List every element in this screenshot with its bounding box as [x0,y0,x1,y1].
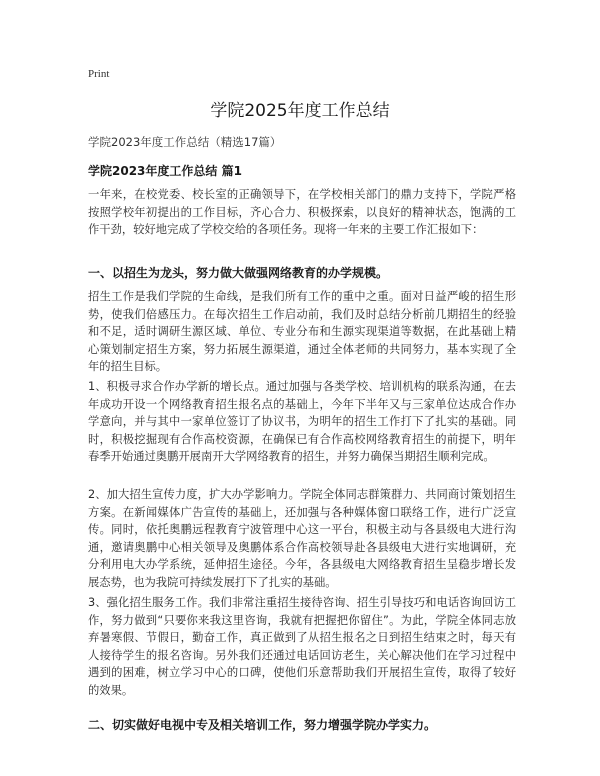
subtitle: 学院2023年度工作总结（精选17篇） [88,135,282,149]
section-1-heading: 一、以招生为龙头，努力做大做强网络教育的办学规模。 [88,266,389,280]
paragraph-item-1: 1、积极寻求合作办学新的增长点。通过加强与各类学校、培训机构的联系沟通，在去年成功开设一个网络教育招生报名点的基础上，今年下半年又与三家单位达成合作办学意向，并与其中一家单位签订了协议书，为明年的招生工作打下了扎实的基础。同时，积极挖掘现有合作高校资源，在确保已有合作高校网络教育招生的前提下，明年春季开始通过奥鹏开展南开大学网络教育的招生，并努力确保当期招生顺利完成。 [88,380,516,463]
paragraph-item-2: 2、加大招生宣传力度，扩大办学影响力。学院全体同志群策群力、共同商讨策划招生方案。在新闻媒体广告宣传的基础上，还加强与各种媒体窗口联络工作，进行广泛宣传。同时，依托奥鹏远程教育宁波管理中心这一平台，积极主动与各县级电大进行沟通，邀请奥鹏中心相关领导及奥鹏体系合作高校领导赴各县级电大进行实地调研，充分利用电大办学系统，延伸招生途径。今年，各县级电大网络教育招生呈稳步增长发展态势，也为我院可持续发展打下了扎实的基础。 [88,488,516,589]
section-2-heading: 二、切实做好电视中专及相关培训工作，努力增强学院办学实力。 [88,718,437,732]
paragraph-recruitment: 招生工作是我们学院的生命线，是我们所有工作的重中之重。面对日益严峻的招生形势，使我们倍感压力。在每次招生工作启动前，我们及时总结分析前几期招生的经验和不足，适时调研生源区域、单位、专业分布和生源实现渠道等数据，在此基础上精心策划制定招生方案，努力拓展生源渠道，通过全体老师的共同努力，基本实现了全年的招生目标。 [88,290,516,373]
paragraph-item-3: 3、强化招生服务工作。我们非常注重招生接待咨询、招生引导技巧和电话咨询回访工作，努力做到“只要你来我这里咨询，我就有把握把你留住”。为此，学院全体同志放弃暑寒假、节假日，勤奋工作，真正做到了从招生报名之日到招生结束之时，每天有人接待学生的报名咨询。另外我们还通过电话回访老生，关心解决他们在学习过程中遇到的困难，树立学习中心的口碑，使他们乐意帮助我们开展招生宣传，取得了较好的效果。 [88,596,516,697]
print-link[interactable]: Print [88,68,110,80]
page-title: 学院2025年度工作总结 [210,101,390,121]
article-heading: 学院2023年度工作总结 篇1 [88,164,242,178]
intro-paragraph: 一年来，在校党委、校长室的正确领导下，在学校相关部门的鼎力支持下，学院严格按照学校年初提出的工作目标，齐心合力、积极探索，以良好的精神状态，饱满的工作干劲，较好地完成了学校交给的各项任务。现将一年来的主要工作汇报如下： [88,188,516,236]
